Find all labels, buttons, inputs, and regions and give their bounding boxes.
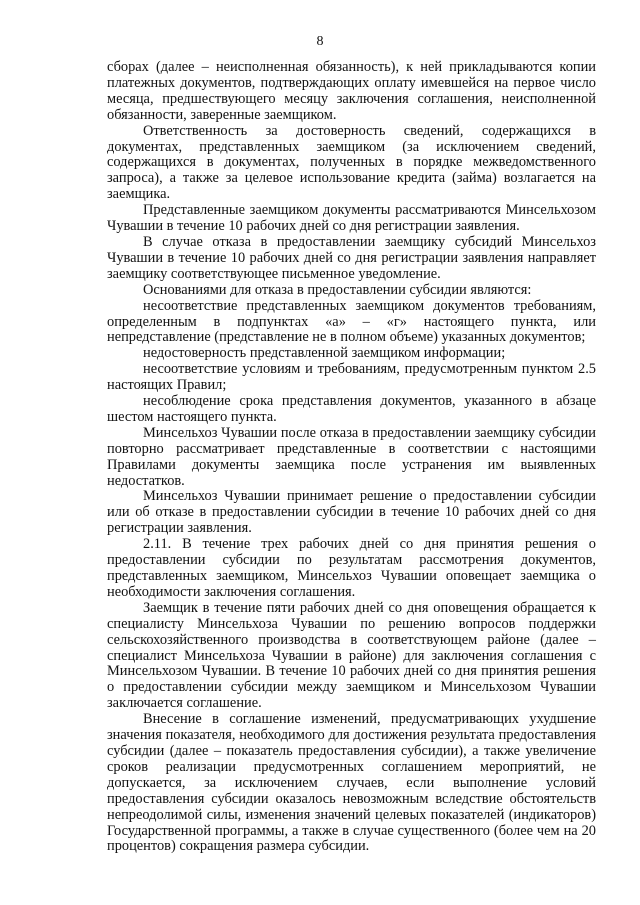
paragraph-ground-false-info: недостоверность представленной заемщиком информации; (143, 345, 506, 362)
paragraph-ground-documents: несоответствие представленных заемщиком документов требованиям, определенным в подпунктах «а» – «г» настоящего пункта, или непредставление (представление не в полном объеме) указанных документов; (107, 297, 596, 346)
paragraph-ground-conditions: несоответствие условиям и требованиям, предусмотренным пунктом 2.5 настоящих Правил; (107, 361, 596, 394)
document-body (107, 60, 596, 855)
paragraph-ground-deadline: несоблюдение срока представления документов, указанного в абзаце шестом настоящего пункта. (107, 393, 596, 425)
paragraph-section-2-11: 2.11. В течение трех рабочих дней со дня принятия решения о предоставлении субсидии по результатам рассмотрения документов, представленных заемщиком, Минсельхоз Чувашии оповещает заемщика о необходимости заключения соглашения. (107, 536, 596, 600)
paragraph-refusal-grounds-intro: Основаниями для отказа в предоставлении субсидии являются: (143, 281, 532, 298)
paragraph-review-period: Представленные заемщиком документы рассматриваются Минсельхозом Чувашии в течение 10 рабочих дней со дня регистрации заявления. (107, 202, 596, 235)
paragraph-agreement-conclusion: Заемщик в течение пяти рабочих дней со дня оповещения обращается к специалисту Минсельхоза Чувашии по решению вопросов поддержки сельскохозяйственного производства в соответствующем районе (далее – специалист Минсельхоза Чувашии в районе) для заключения соглашения с Минсельхозом Чувашии. В течение 10 рабочих дней со дня принятия решения о предоставлении субсидии между заемщиком и Минсельхозом Чувашии заключается соглашение. (107, 599, 596, 712)
paragraph-refusal-notice: В случае отказа в предоставлении заемщику субсидий Минсельхоз Чувашии в течение 10 рабочих дней со дня регистрации заявления направляет заемщику соответствующее письменное уведомление. (107, 233, 596, 282)
page-number: 8 (316, 34, 324, 49)
paragraph-repeat-review: Минсельхоз Чувашии после отказа в предоставлении заемщику субсидии повторно рассматривает представленные в соответствии с настоящими Правилами документы заемщика после устранения им выявленных недостатков. (107, 424, 596, 489)
paragraph-decision: Минсельхоз Чувашии принимает решение о предоставлении субсидии или об отказе в предоставлении субсидии в течение 10 рабочих дней со дня регистрации заявления. (107, 488, 596, 537)
paragraph-responsibility: Ответственность за достоверность сведений, содержащихся в документах, представленных заемщиком (за исключением сведений, содержащихся в документах, полученных в порядке межведомственного запроса), а также за целевое использование кредита (займа) возлагается на заемщика. (107, 122, 596, 203)
paragraph-continuation: сборах (далее – неисполненная обязанность), к ней прикладываются копии платежных документов, подтверждающих оплату имевшейся на первое число месяца, предшествующего месяцу заключения соглашения, неисполненной обязанности, заверенные заемщиком. (107, 59, 596, 123)
paragraph-agreement-changes: Внесение в соглашение изменений, предусматривающих ухудшение значения показателя, необходимого для достижения результата предоставления субсидии (далее – показатель предоставления субсидии), а также увеличение сроков реализации предусмотренных соглашением мероприятий, не допускается, за исключением случаев, если выполнение условий предоставления субсидии оказалось невозможным вследствие обстоятельств непреодолимой силы, изменения значений целевых показателей (индикаторов) Государственной программы, а также в случае существенного (более чем на 20 процентов) сокращения размера субсидии. (107, 711, 596, 855)
